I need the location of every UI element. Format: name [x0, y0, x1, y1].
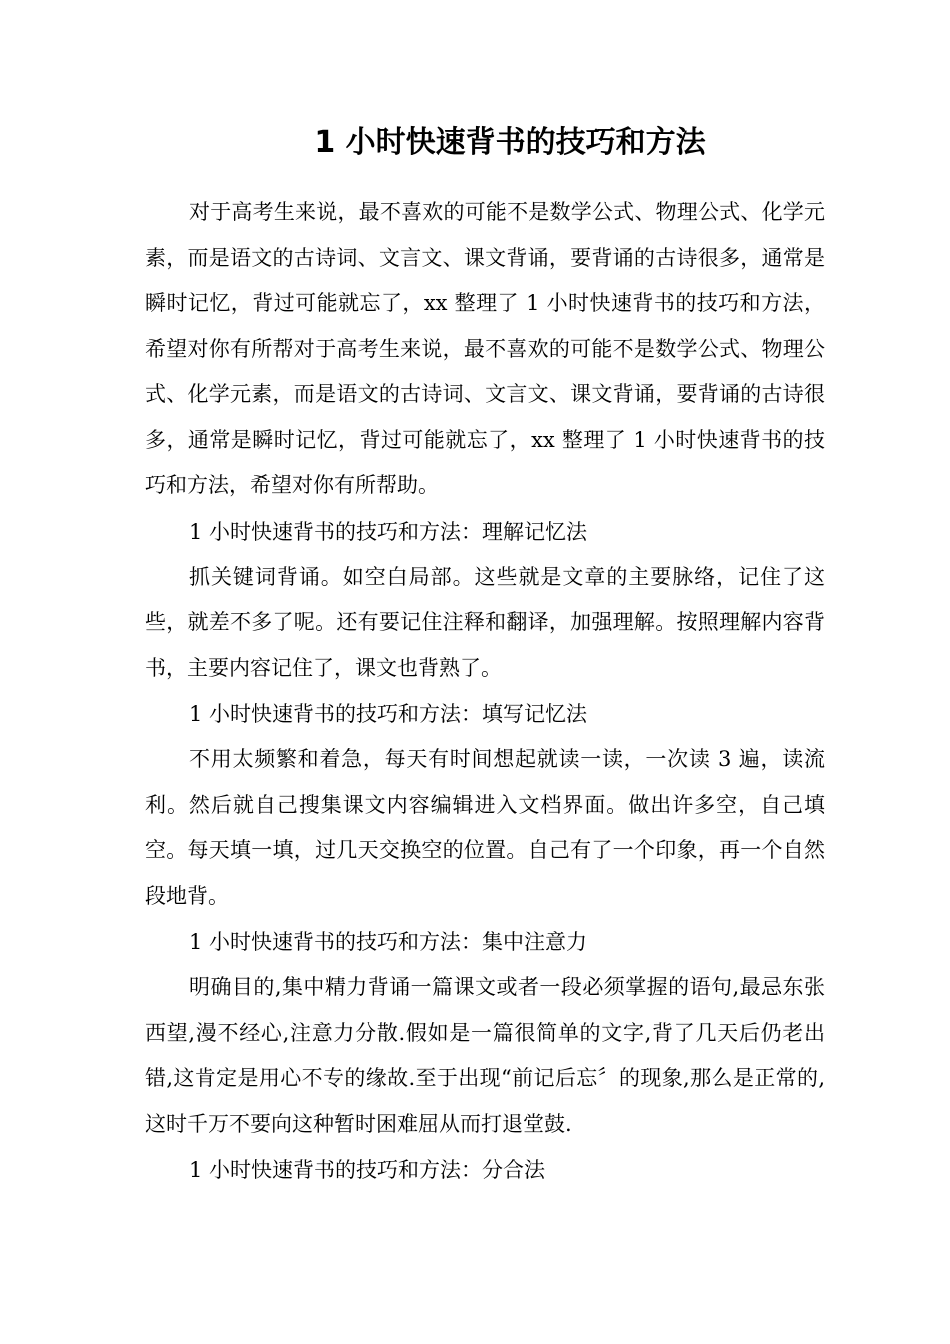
- section-heading-understanding: 1 小时快速背书的技巧和方法：理解记忆法: [189, 519, 588, 544]
- section-heading-split-merge: 1 小时快速背书的技巧和方法：分合法: [189, 1158, 546, 1182]
- document-body: [145, 190, 825, 1193]
- section-body-fill-in: 不用太频繁和着急，每天有时间想起就读一读，一次读 3 遍，读流利。然后就自己搜集课文内容编辑进入文档界面。做出许多空，自己填空。每天填一填，过几天交换空的位置。自己有了一个印象，再一个自然段地背。: [145, 747, 825, 908]
- section-body-understanding: 抓关键词背诵。如空白局部。这些就是文章的主要脉络，记住了这些，就差不多了呢。还有要记住注释和翻译，加强理解。按照理解内容背书，主要内容记住了，课文也背熟了。: [145, 564, 825, 680]
- intro-paragraph: 对于高考生来说，最不喜欢的可能不是数学公式、物理公式、化学元素，而是语文的古诗词、文言文、课文背诵，要背诵的古诗很多，通常是瞬时记忆，背过可能就忘了，xx 整理了 1 小时快速背书的技巧和方法，希望对你有所帮对于高考生来说，最不喜欢的可能不是数学公式、物理公式、化学元素，而是语文的古诗词、文言文、课文背诵，要背诵的古诗很多，通常是瞬时记忆，背过可能就忘了，xx 整理了 1 小时快速背书的技巧和方法，希望对你有所帮助。: [145, 200, 825, 497]
- document-title: 1 小时快速背书的技巧和方法: [314, 125, 706, 160]
- section-heading-focus: 1 小时快速背书的技巧和方法：集中注意力: [189, 930, 588, 954]
- section-body-focus: 明确目的,集中精力背诵一篇课文或者一段必须掌握的语句,最忌东张西望,漫不经心,注意力分散.假如是一篇很简单的文字,背了几天后仍老出错,这肯定是用心不专的缘故.至于出现“前记后忘〞的现象,那么是正常的,这时千万不要向这种暂时困难屈从而打退堂鼓.: [145, 975, 825, 1136]
- section-heading-fill-in: 1 小时快速背书的技巧和方法：填写记忆法: [189, 702, 588, 726]
